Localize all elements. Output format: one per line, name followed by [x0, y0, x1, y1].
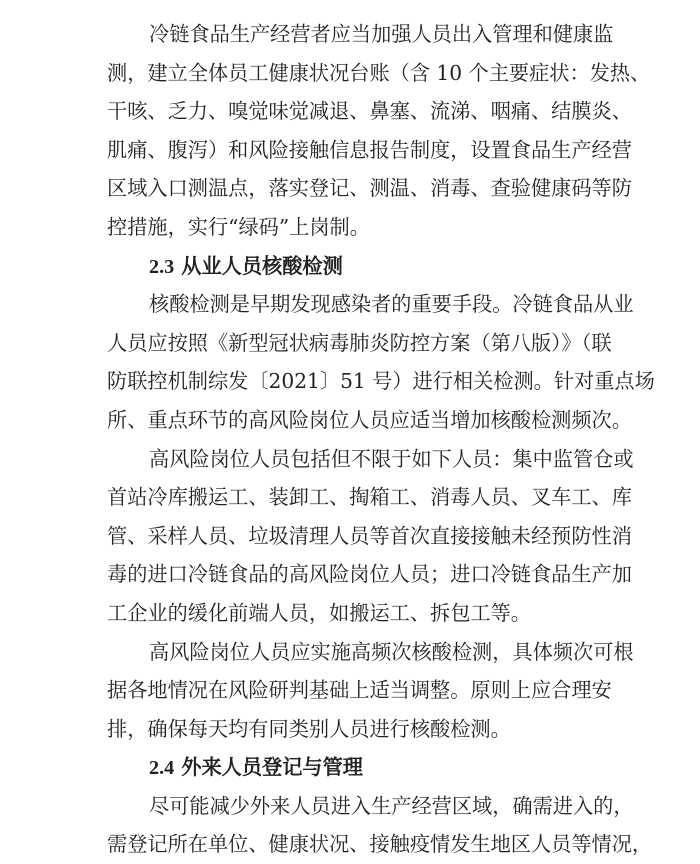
- paragraph-line: 防联控机制综发〔2021〕51 号）进行相关检测。针对重点场: [107, 369, 655, 394]
- paragraph-line: 肌痛、腹泻）和风险接触信息报告制度，设置食品生产经营: [107, 137, 632, 162]
- paragraph-line: 需登记所在单位、健康状况、接触疫情发生地区人员等情况，: [107, 832, 653, 857]
- section-number: 2.4: [149, 757, 175, 780]
- section-title: 外来人员登记与管理: [181, 755, 363, 780]
- paragraph-line: 排，确保每天均有同类别人员进行核酸检测。: [107, 716, 511, 741]
- paragraph-line: 人员应按照《新型冠状病毒肺炎防控方案（第八版）》（联: [107, 330, 612, 355]
- paragraph-line: 区域入口测温点，落实登记、测温、消毒、查验健康码等防: [107, 176, 632, 201]
- paragraph-line: 工企业的缓化前端人员，如搬运工、拆包工等。: [107, 600, 531, 625]
- section-heading-2-4: [107, 748, 602, 787]
- section-heading-2-3: [107, 247, 602, 286]
- paragraph-line: 所、重点环节的高风险岗位人员应适当增加核酸检测频次。: [107, 407, 632, 432]
- paragraph-line: 管、采样人员、垃圾清理人员等首次直接接触未经预防性消: [107, 523, 632, 548]
- paragraph-line: 控措施，实行“绿码”上岗制。: [107, 214, 370, 239]
- section-number: 2.3: [149, 255, 175, 278]
- paragraph-line: 首站冷库搬运工、装卸工、掏箱工、消毒人员、叉车工、库: [107, 485, 632, 510]
- paragraph-line: 干咳、乏力、嗅觉味觉减退、鼻塞、流涕、咽痛、结膜炎、: [107, 99, 632, 124]
- paragraph-line: 据各地情况在风险研判基础上适当调整。原则上应合理安: [107, 678, 612, 703]
- paragraph-line: 毒的进口冷链食品的高风险岗位人员；进口冷链食品生产加: [107, 562, 632, 587]
- paragraph-line: 测，建立全体员工健康状况台账（含 10 个主要症状：发热、: [107, 60, 651, 85]
- document-body: [107, 15, 655, 864]
- paragraph-line: 核酸检测是早期发现感染者的重要手段。冷链食品从业: [149, 292, 634, 317]
- paragraph-line: 冷链食品生产经营者应当加强人员出入管理和健康监: [149, 22, 614, 46]
- paragraph-line: 尽可能减少外来人员进入生产经营区域，确需进入的，: [149, 793, 634, 818]
- section-title: 从业人员核酸检测: [181, 253, 343, 278]
- paragraph-line: 高风险岗位人员应实施高频次核酸检测，具体频次可根: [149, 639, 634, 664]
- paragraph-line: 高风险岗位人员包括但不限于如下人员：集中监管仓或: [149, 446, 634, 471]
